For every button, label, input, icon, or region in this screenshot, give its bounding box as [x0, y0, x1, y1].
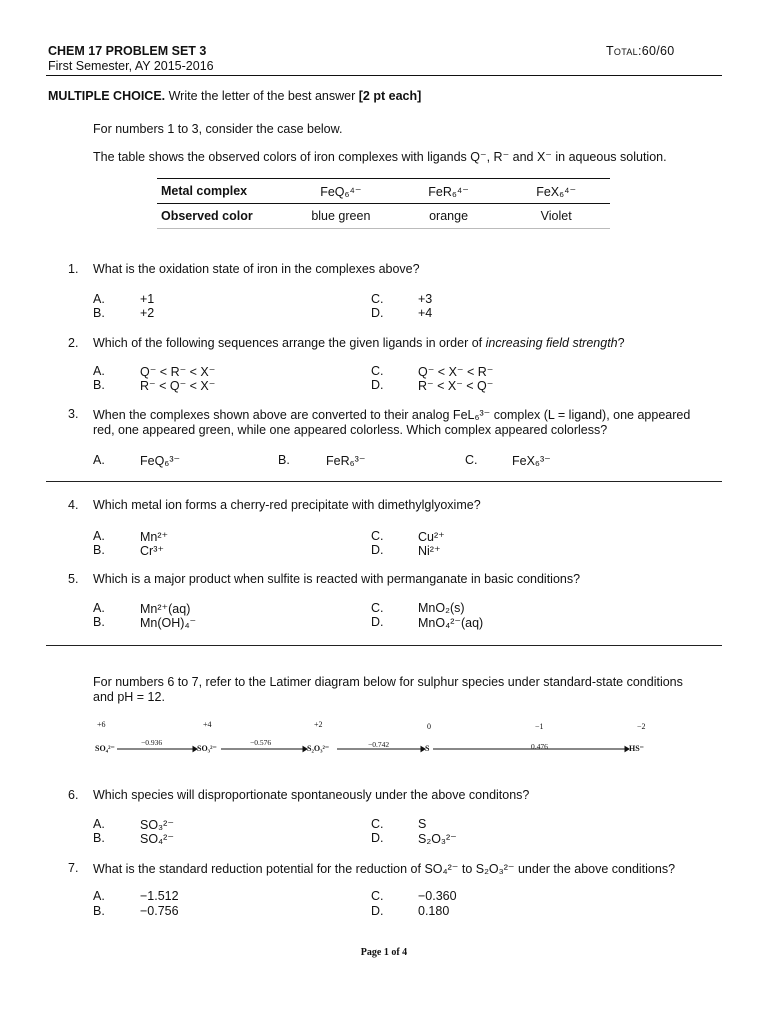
potential-label: −0.936	[141, 738, 163, 747]
option-letter: C.	[371, 817, 384, 831]
q6-option-b: SO₄²⁻	[140, 832, 174, 846]
table-row-label: Observed color	[157, 204, 287, 229]
section-divider	[46, 481, 722, 482]
section-title: MULTIPLE CHOICE.	[48, 89, 166, 103]
q1-option-b: +2	[140, 306, 155, 320]
table-row	[157, 204, 610, 229]
latimer-diagram	[93, 718, 663, 768]
header-rule	[46, 75, 722, 76]
option-letter: B.	[93, 306, 105, 320]
table-row	[157, 179, 610, 204]
q4-option-d: Ni²⁺	[418, 544, 441, 558]
potential-label: 0.476	[531, 742, 548, 751]
question-6-text: Which species will disproportionate spontaneously under the above conditons?	[93, 788, 530, 802]
complex-color-table	[157, 178, 610, 229]
latimer-intro-line2: and pH = 12.	[93, 690, 165, 704]
question-number: 5.	[68, 572, 79, 586]
option-letter: B.	[93, 543, 105, 557]
semester-label: First Semester, AY 2015-2016	[48, 59, 214, 73]
option-letter: B.	[278, 453, 290, 467]
question-number: 3.	[68, 407, 79, 421]
latimer-arrows	[93, 718, 663, 768]
q6-option-d: S₂O₃²⁻	[418, 832, 457, 846]
option-letter: C.	[371, 889, 384, 903]
q7-option-a: −1.512	[140, 889, 179, 903]
q5-option-a: Mn²⁺(aq)	[140, 602, 191, 616]
question-4-text: Which metal ion forms a cherry-red precipitate with dimethylglyoxime?	[93, 498, 481, 512]
option-letter: C.	[371, 529, 384, 543]
q1-option-c: +3	[418, 292, 433, 306]
table-cell: orange	[395, 204, 503, 229]
question-2-end: ?	[617, 336, 625, 350]
table-cell: FeR₆⁴⁻	[395, 179, 503, 204]
species-label: SO₄²⁻	[95, 744, 115, 753]
q2-option-c: Q⁻ < X⁻ < R⁻	[418, 365, 494, 379]
arrowhead	[193, 747, 197, 752]
option-letter: A.	[93, 364, 105, 378]
arrowhead	[421, 747, 425, 752]
question-7-text: What is the standard reduction potential for the reduction of SO₄²⁻ to S₂O₃²⁻ under the above conditions?	[93, 862, 676, 876]
option-letter: B.	[93, 904, 105, 918]
section-points: [2 pt each]	[358, 89, 422, 103]
q7-option-d: 0.180	[418, 904, 450, 918]
option-letter: C.	[371, 364, 384, 378]
q6-option-a: SO₃²⁻	[140, 818, 174, 832]
option-letter: A.	[93, 529, 105, 543]
option-letter: A.	[93, 601, 105, 615]
question-2-main: Which of the following sequences arrange the given ligands in order of	[93, 336, 486, 350]
option-letter: D.	[371, 904, 384, 918]
option-letter: C.	[371, 601, 384, 615]
species-label: S	[425, 744, 430, 753]
section-instruction: Write the letter of the best answer	[165, 89, 359, 103]
table-cell: Violet	[502, 204, 610, 229]
option-letter: D.	[371, 615, 384, 629]
q3-option-a: FeQ₆³⁻	[140, 454, 181, 468]
intro-table-desc: The table shows the observed colors of iron complexes with ligands Q⁻, R⁻ and X⁻ in aqueous solution.	[93, 150, 667, 164]
ox-state-label: 0	[427, 722, 431, 731]
question-1-text: What is the oxidation state of iron in the complexes above?	[93, 262, 420, 276]
option-letter: B.	[93, 378, 105, 392]
question-number: 1.	[68, 262, 79, 276]
q2-option-b: R⁻ < Q⁻ < X⁻	[140, 379, 216, 393]
ox-state-label: +4	[203, 720, 212, 729]
section-divider	[46, 645, 722, 646]
option-letter: B.	[93, 831, 105, 845]
arrowhead	[625, 747, 629, 752]
question-2-text	[93, 336, 625, 350]
question-5-text: Which is a major product when sulfite is reacted with permanganate in basic conditions?	[93, 572, 581, 586]
ox-state-label: −1	[535, 722, 544, 731]
option-letter: A.	[93, 817, 105, 831]
species-label: HS⁻	[629, 744, 644, 753]
arrowhead	[303, 747, 307, 752]
species-label: SO₃²⁻	[197, 744, 217, 753]
ox-state-label: +6	[97, 720, 106, 729]
course-title: CHEM 17 PROBLEM SET 3	[48, 44, 207, 58]
option-letter: C.	[371, 292, 384, 306]
option-letter: A.	[93, 453, 105, 467]
question-3-line1: When the complexes shown above are converted to their analog FeL₆³⁻ complex (L = ligand), one appeared	[93, 408, 691, 422]
table-cell: FeX₆⁴⁻	[502, 179, 610, 204]
latimer-intro-line1: For numbers 6 to 7, refer to the Latimer diagram below for sulphur species under standard-state conditions	[93, 675, 683, 689]
q3-option-b: FeR₆³⁻	[326, 454, 366, 468]
section-header	[48, 89, 421, 103]
species-label: S₂O₃²⁻	[307, 744, 330, 753]
intro-consider: For numbers 1 to 3, consider the case below.	[93, 122, 343, 136]
question-number: 2.	[68, 336, 79, 350]
option-letter: C.	[465, 453, 478, 467]
potential-label: −0.576	[250, 738, 272, 747]
q1-option-a: +1	[140, 292, 155, 306]
question-3-line2: red, one appeared green, while one appeared colorless. Which complex appeared colorless?	[93, 423, 608, 437]
page-number: Page 1 of 4	[360, 947, 408, 958]
table-cell: blue green	[287, 204, 395, 229]
q7-option-b: −0.756	[140, 904, 179, 918]
q4-option-b: Cr³⁺	[140, 544, 164, 558]
ox-state-label: −2	[637, 722, 646, 731]
question-number: 7.	[68, 861, 79, 875]
q2-option-d: R⁻ < X⁻ < Q⁻	[418, 379, 494, 393]
question-2-emphasis: increasing field strength	[485, 336, 618, 350]
potential-label: −0.742	[368, 740, 390, 749]
q6-option-c: S	[418, 817, 427, 831]
option-letter: D.	[371, 831, 384, 845]
q1-option-d: +4	[418, 306, 433, 320]
total-score: Total:60/60	[606, 44, 675, 58]
q5-option-c: MnO₂(s)	[418, 601, 465, 615]
option-letter: D.	[371, 378, 384, 392]
q7-option-c: −0.360	[418, 889, 457, 903]
option-letter: A.	[93, 292, 105, 306]
q2-option-a: Q⁻ < R⁻ < X⁻	[140, 365, 216, 379]
option-letter: D.	[371, 306, 384, 320]
q4-option-a: Mn²⁺	[140, 530, 169, 544]
ox-state-label: +2	[314, 720, 323, 729]
q5-option-d: MnO₄²⁻(aq)	[418, 616, 484, 630]
option-letter: A.	[93, 889, 105, 903]
q4-option-c: Cu²⁺	[418, 530, 445, 544]
table-row-label: Metal complex	[157, 179, 287, 204]
option-letter: D.	[371, 543, 384, 557]
q3-option-c: FeX₆³⁻	[512, 454, 551, 468]
question-number: 6.	[68, 788, 79, 802]
table-cell: FeQ₆⁴⁻	[287, 179, 395, 204]
q5-option-b: Mn(OH)₄⁻	[140, 616, 197, 630]
option-letter: B.	[93, 615, 105, 629]
question-number: 4.	[68, 498, 79, 512]
